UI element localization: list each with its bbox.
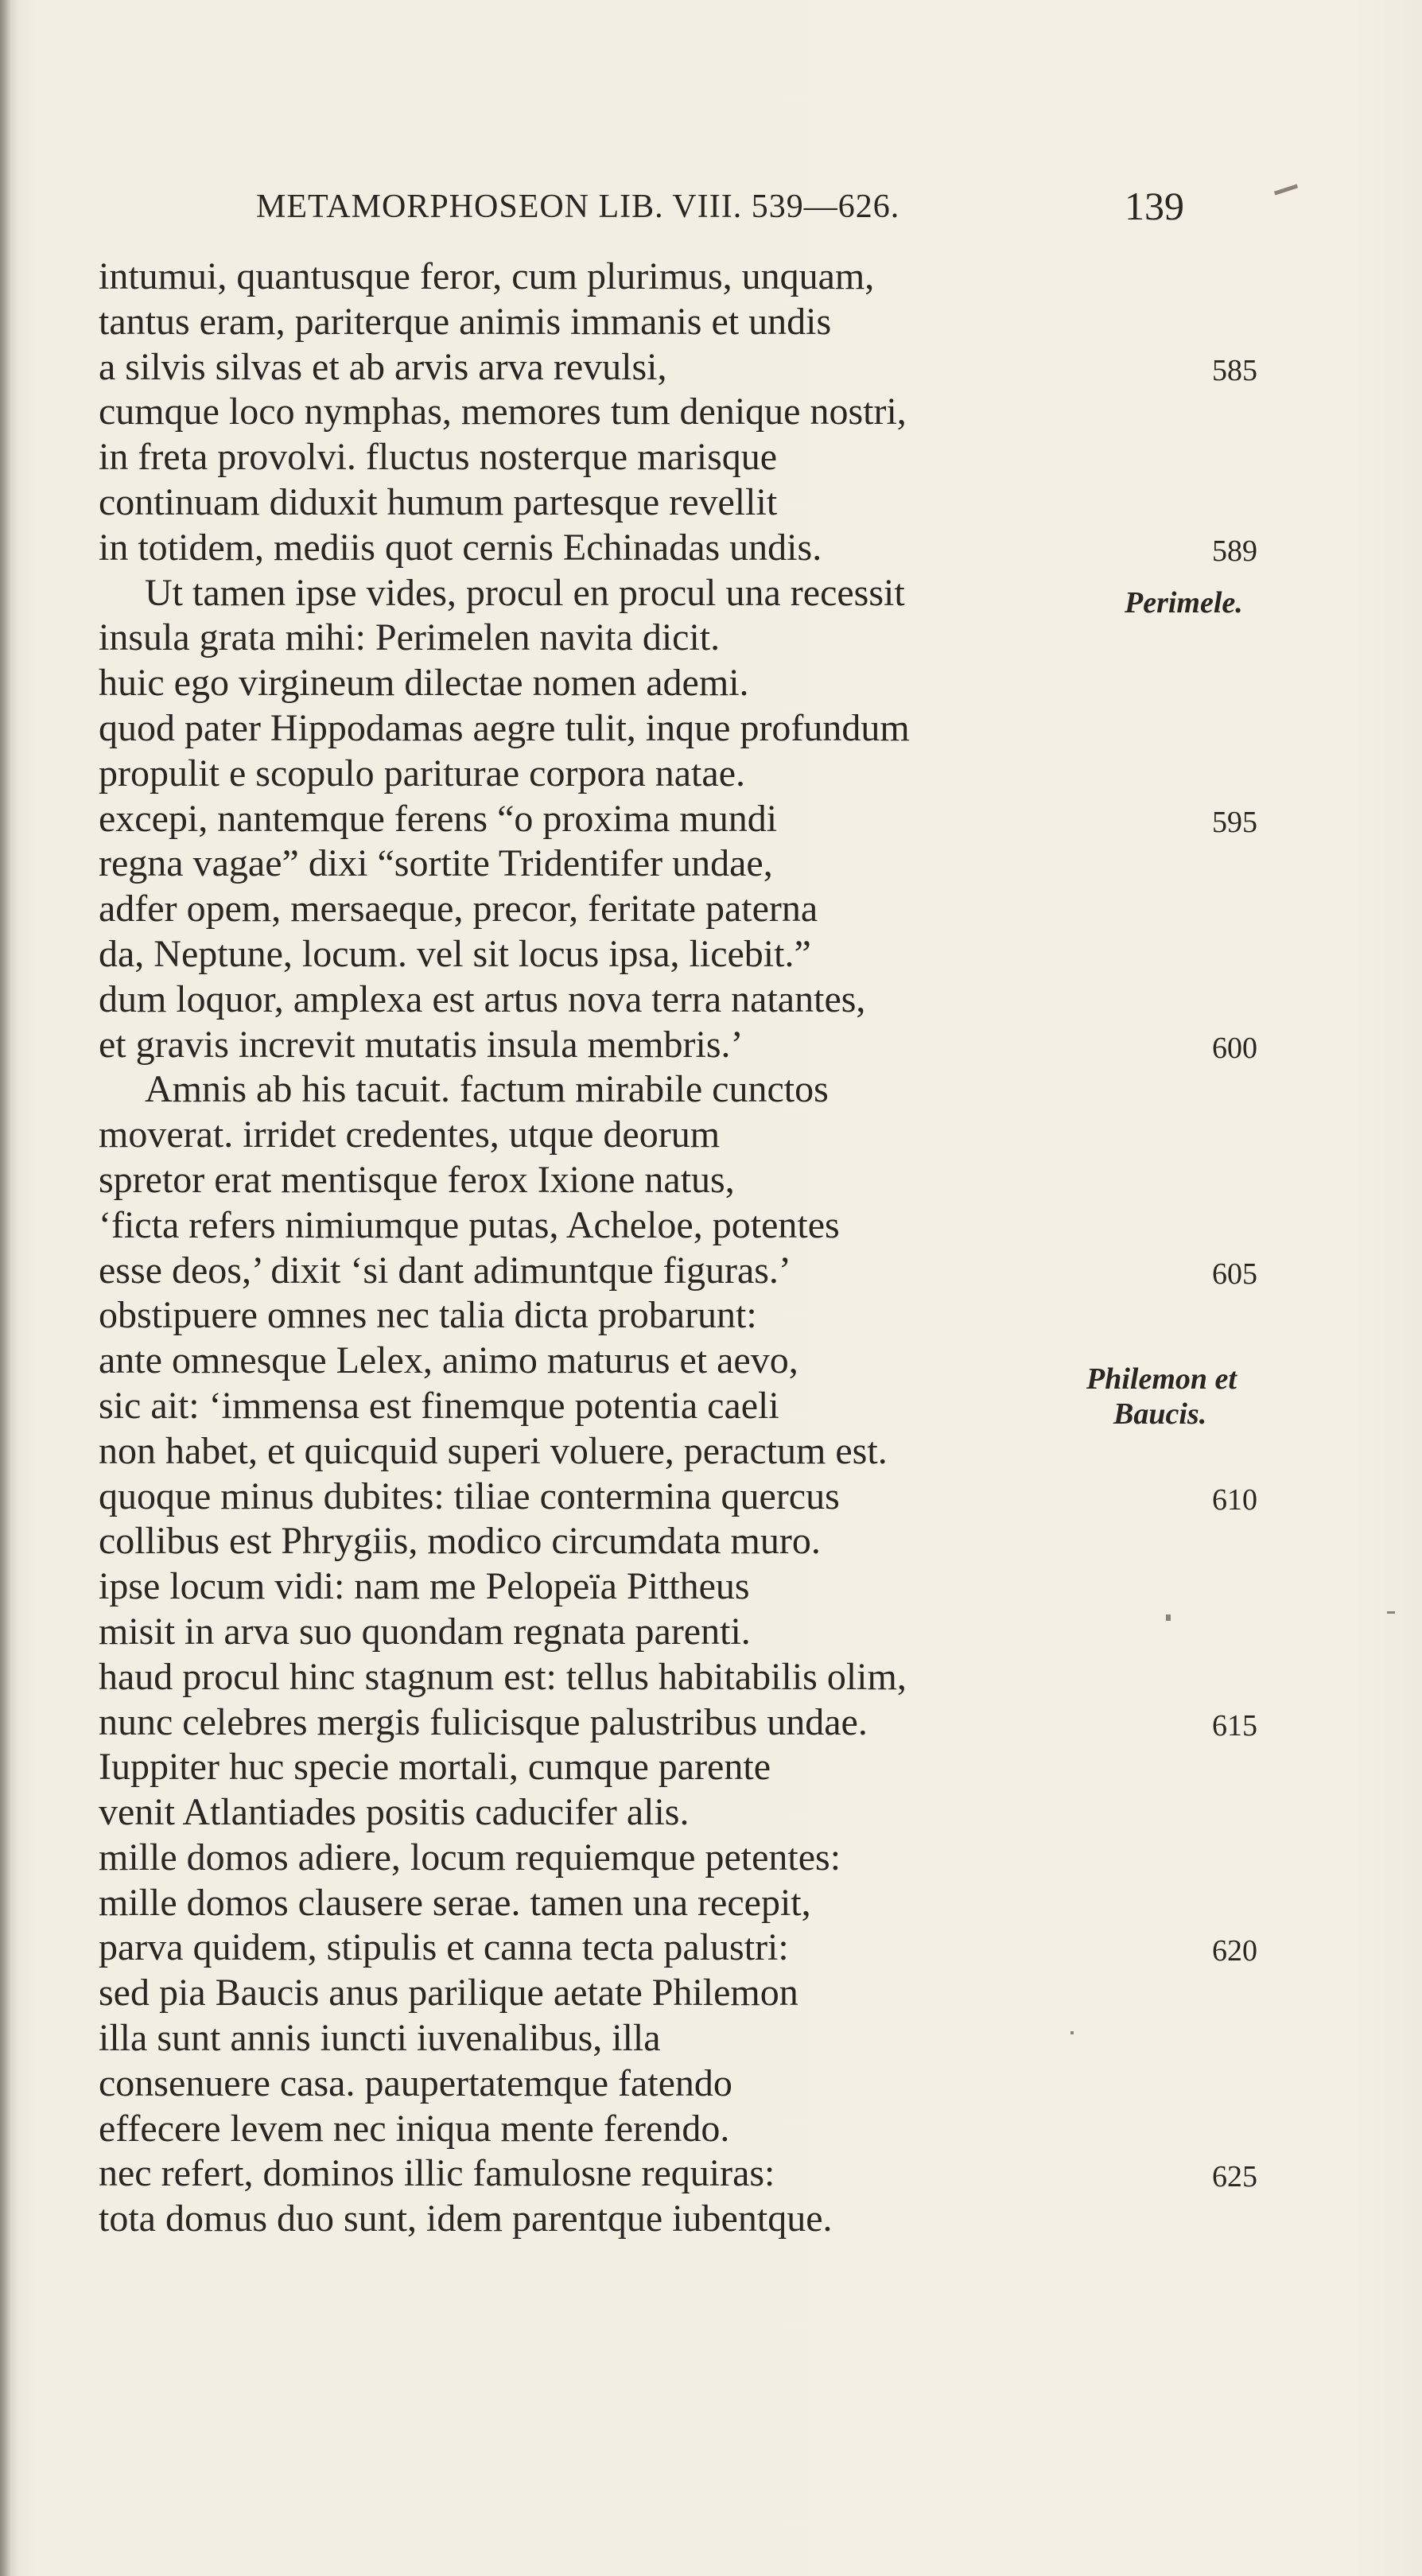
verse-line-text: nunc celebres mergis fulicisque palustribus undae. [99,1700,868,1743]
verse-line-text: in freta provolvi. fluctus nosterque marisque [99,436,778,479]
ink-mark [1274,184,1298,195]
verse-line [99,1971,1339,2016]
verse-line [99,254,1339,300]
verse-line [99,300,1339,345]
line-number: 589 [1212,534,1257,568]
verse-line [99,661,1339,706]
verse-line-text: tantus eram, pariterque animis immanis et undis [99,300,832,343]
verse-line-text: a silvis silvas et ab arvis arva revulsi, [99,345,667,388]
verse-line [99,1610,1339,1655]
verse-line-text: misit in arva suo quondam regnata parenti. [99,1610,751,1653]
verse-line-text: nec refert, dominos illic famulosne requiras: [99,2152,775,2195]
verse-line [99,1203,1339,1249]
ink-speck [1070,2031,1074,2034]
verse-line-text: intumui, quantusque feror, cum plurimus, unquam, [99,255,875,297]
spine-shadow [0,0,11,2576]
ink-speck [1166,1614,1171,1621]
verse-line-text: propulit e scopulo pariturae corpora natae. [99,752,745,795]
verse-line-text: dum loquor, amplexa est artus nova terra natantes, [99,977,866,1020]
margin-note-philemon: Philemon et [1086,1362,1237,1396]
verse-line [99,435,1339,480]
verse-line-text: non habet, et quicquid superi voluere, peractum est. [99,1429,888,1472]
line-number: 620 [1212,1934,1257,1968]
verse-line-text: haud procul hinc stagnum est: tellus habitabilis olim, [99,1655,907,1698]
verse-line [99,2151,1339,2197]
verse-line-text: et gravis increvit mutatis insula membris.’ [99,1023,744,1066]
verse-line-text: Ut tamen ipse vides, procul en procul una recessit [145,571,905,614]
verse-line [99,977,1339,1023]
verse-line [99,1564,1339,1610]
verse-line [99,841,1339,887]
verse-line-text: cumque loco nymphas, memores tum denique nostri, [99,390,907,433]
verse-line-text: esse deos,’ dixit ‘si dant adimuntque figuras.’ [99,1249,791,1292]
verse-line [99,526,1339,571]
verse-line [99,1023,1339,1068]
verse-line [99,1790,1339,1836]
verse-line [99,1113,1339,1158]
verse-line [99,1836,1339,1881]
verse-line-text: ante omnesque Lelex, animo maturus et aevo, [99,1339,798,1382]
verse-line [99,616,1339,661]
verse-line-text: in totidem, mediis quot cernis Echinadas undis. [99,526,822,569]
verse-line [99,752,1339,797]
verse-line [99,2061,1339,2107]
verse-line-text: venit Atlantiades positis caducifer alis. [99,1791,690,1834]
verse-line [99,1293,1339,1339]
verse-line-text: consenuere casa. paupertatemque fatendo [99,2061,732,2104]
verse-line [99,1067,1339,1113]
line-number: 605 [1212,1257,1257,1291]
verse-line [99,1655,1339,1700]
verse-line-text: huic ego virgineum dilectae nomen ademi. [99,662,749,705]
verse-line [99,480,1339,526]
verse-line [99,1429,1339,1474]
verse-line-text: obstipuere omnes nec talia dicta probarunt: [99,1294,757,1337]
line-number: 600 [1212,1031,1257,1065]
verse-line-text: mille domos adiere, locum requiemque petentes: [99,1836,841,1879]
verse-line [99,1881,1339,1926]
verse-line [99,1925,1339,1971]
verse-line [99,932,1339,977]
ink-speck [1387,1611,1395,1614]
verse-line-text: da, Neptune, locum. vel sit locus ipsa, licebit.” [99,932,811,975]
verse-line [99,706,1339,752]
verse-line [99,1249,1339,1294]
verse-line-text: excepi, nantemque ferens “o proxima mundi [99,797,778,840]
verse-line-text: spretor erat mentisque ferox Ixione natus, [99,1158,735,1201]
line-number: 610 [1212,1482,1257,1517]
verse-block [99,254,1339,2242]
verse-line-text: sed pia Baucis anus parilique aetate Philemon [99,1972,798,2015]
verse-line [99,1700,1339,1746]
verse-line [99,2016,1339,2061]
verse-line-text: Amnis ab his tacuit. factum mirabile cunctos [145,1068,829,1111]
verse-line-text: parva quidem, stipulis et canna tecta palustri: [99,1926,789,1969]
verse-line [99,1745,1339,1790]
running-title: METAMORPHOSEON LIB. VIII. 539—626. [256,188,900,225]
verse-line [99,887,1339,932]
verse-line-text: collibus est Phrygiis, modico circumdata muro. [99,1520,821,1563]
verse-line [99,2197,1339,2242]
verse-line-text: illa sunt annis iuncti iuvenalibus, illa [99,2017,661,2060]
page-header [256,184,1210,235]
verse-line [99,1519,1339,1564]
page-number: 139 [1125,184,1184,228]
verse-line-text: ‘ficta refers nimiumque putas, Acheloe, potentes [99,1203,840,1246]
line-number: 625 [1212,2160,1257,2194]
verse-line [99,1158,1339,1203]
line-number: 595 [1212,805,1257,839]
margin-note-baucis: Baucis. [1113,1397,1207,1431]
margin-note-perimele: Perimele. [1125,586,1243,620]
verse-line-text: sic ait: ‘immensa est finemque potentia caeli [99,1384,779,1427]
verse-line-text: moverat. irridet credentes, utque deorum [99,1113,721,1156]
verse-line-text: insula grata mihi: Perimelen navita dicit. [99,616,721,659]
verse-line-text: regna vagae” dixi “sortite Tridentifer undae, [99,842,773,885]
verse-line-text: Iuppiter huc specie mortali, cumque parente [99,1746,771,1789]
verse-line-text: continuam diduxit humum partesque revellit [99,480,778,523]
line-number: 585 [1212,353,1257,387]
verse-line-text: tota domus duo sunt, idem parentque iubentque. [99,2197,833,2240]
line-number: 615 [1212,1708,1257,1743]
verse-line-text: mille domos clausere serae. tamen una recepit, [99,1881,811,1924]
verse-line [99,1474,1339,1520]
verse-line-text: ipse locum vidi: nam me Pelopeïa Pittheus [99,1565,750,1608]
verse-line-text: quoque minus dubites: tiliae contermina quercus [99,1474,840,1517]
verse-line [99,390,1339,435]
verse-line-text: effecere levem nec iniqua mente ferendo. [99,2107,730,2150]
verse-line-text: adfer opem, mersaeque, precor, feritate paterna [99,888,818,931]
verse-line [99,797,1339,842]
verse-line-text: quod pater Hippodamas aegre tulit, inque profundum [99,706,910,749]
verse-line [99,345,1339,390]
verse-line [99,2107,1339,2152]
